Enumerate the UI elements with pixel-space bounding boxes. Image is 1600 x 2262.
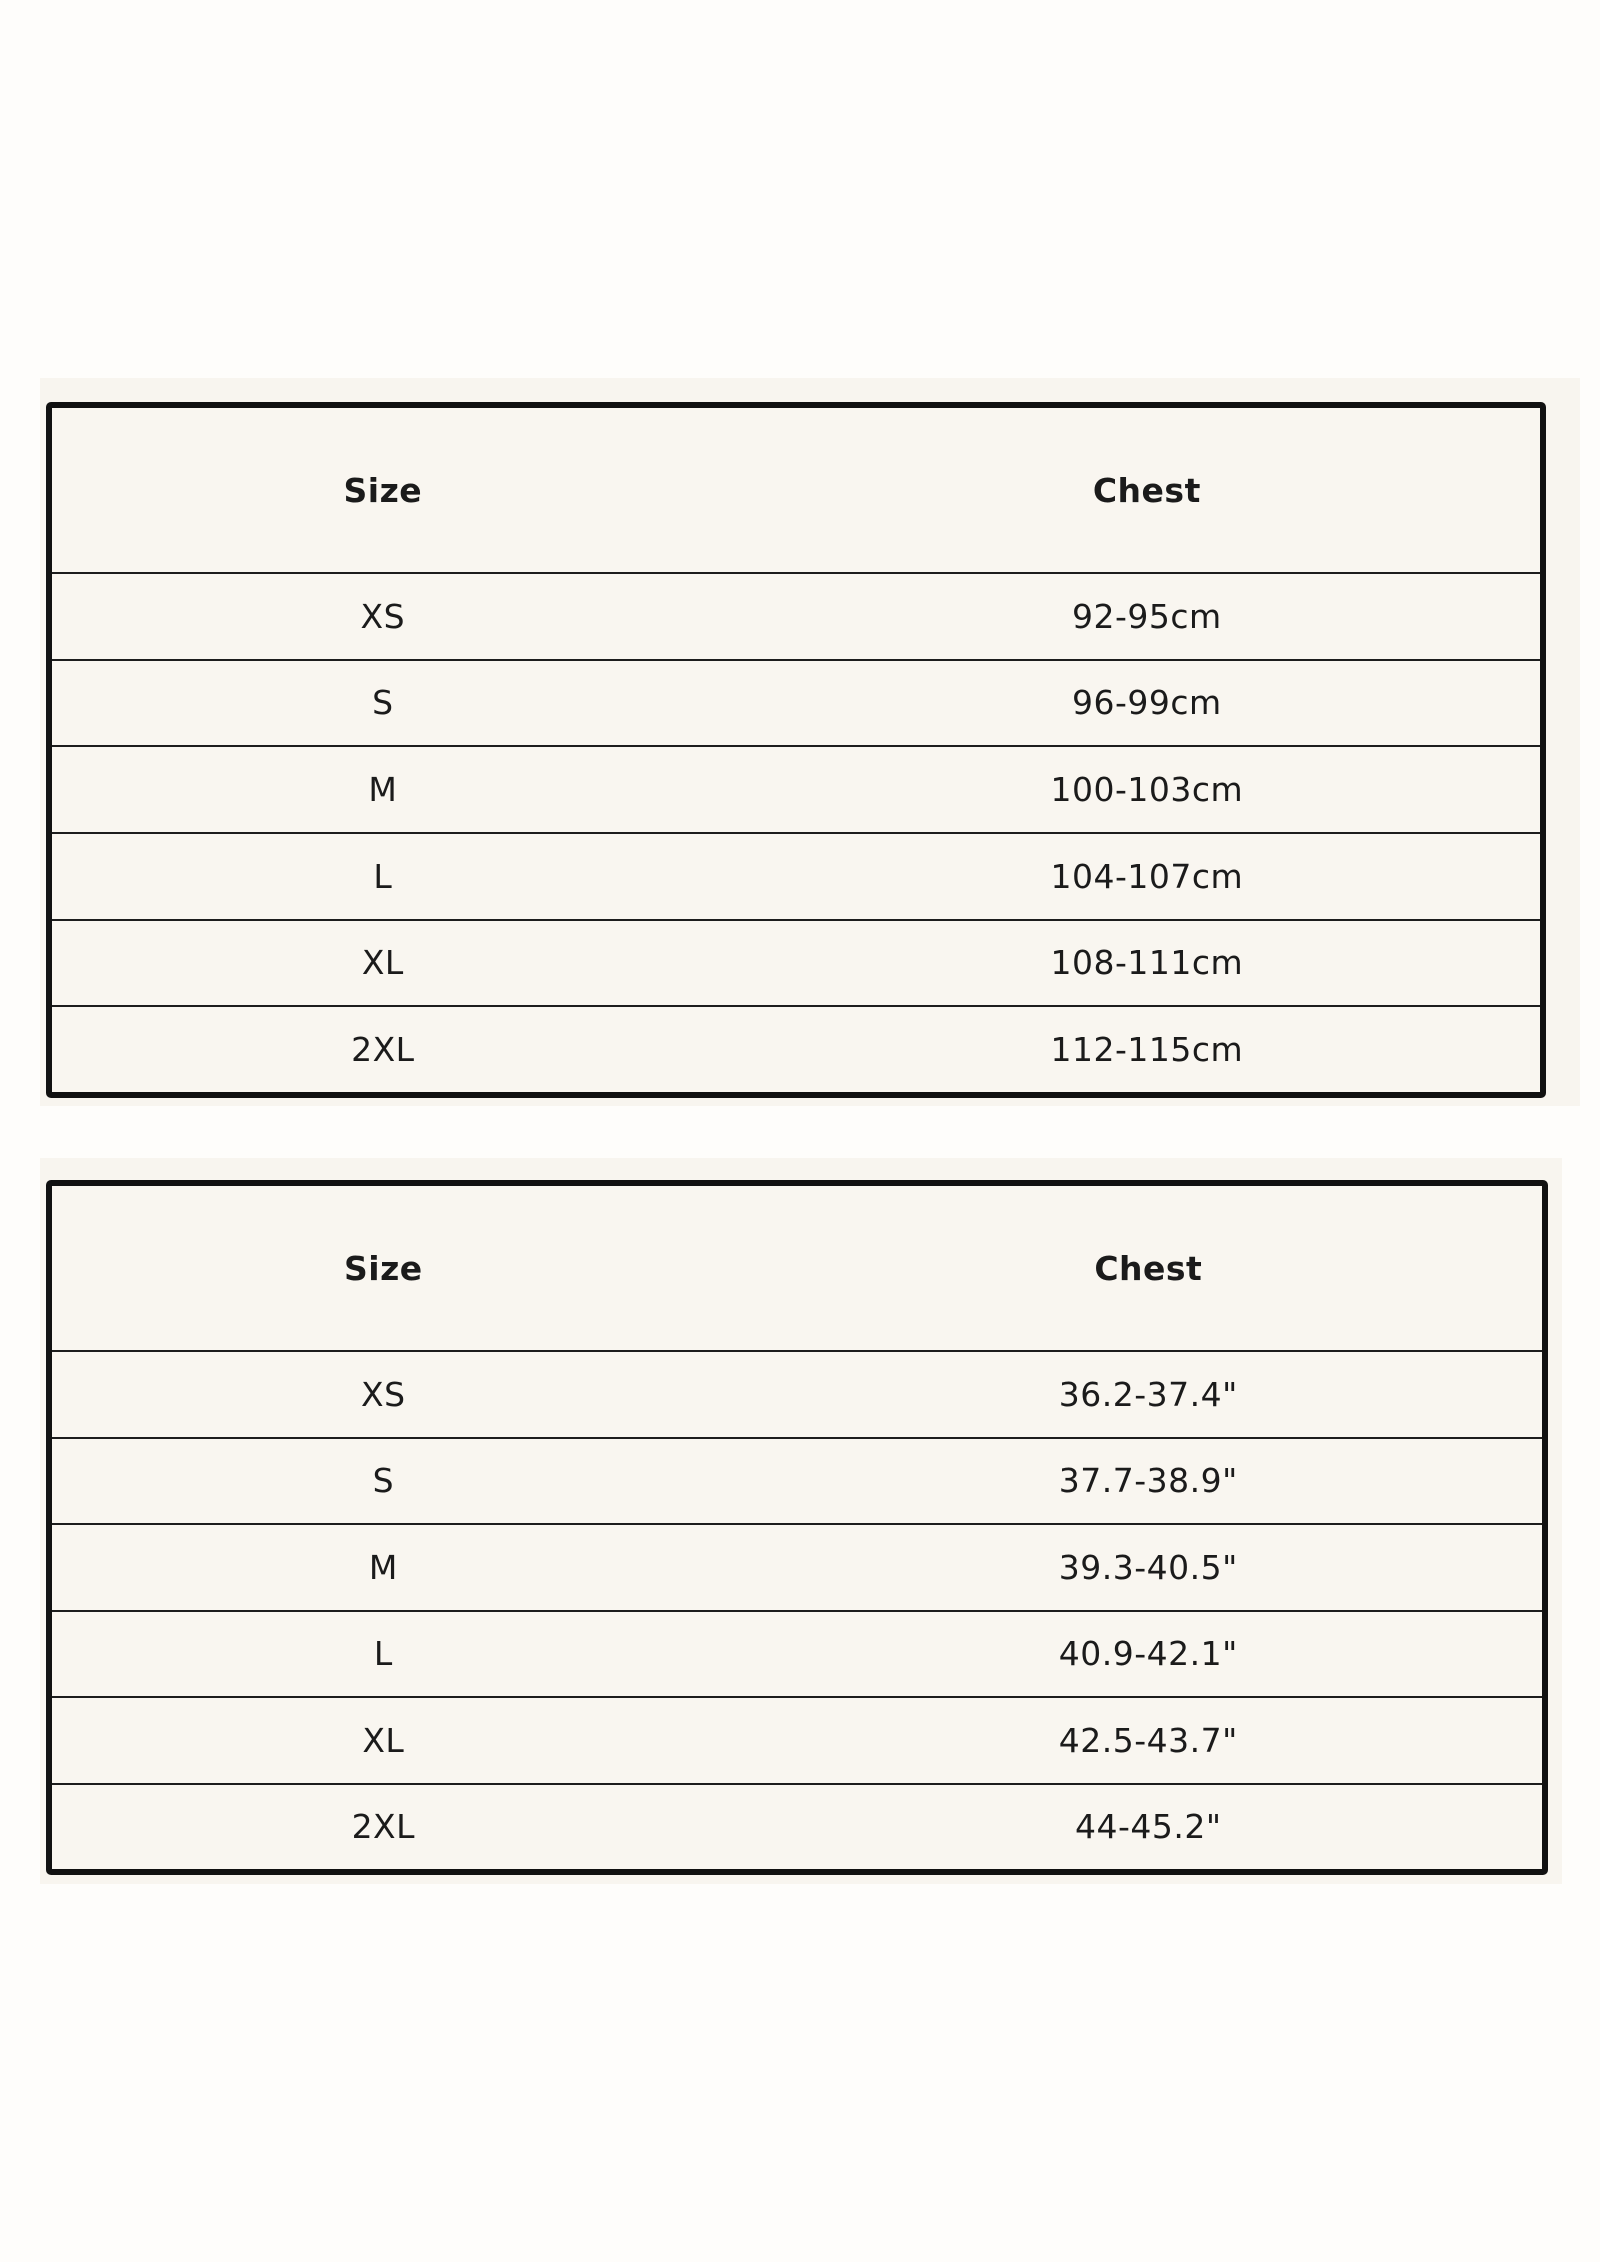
size-chart-inches	[46, 1180, 1548, 1875]
header-row	[52, 1186, 1542, 1352]
size-cell: L	[52, 834, 774, 921]
table-row	[52, 834, 1540, 921]
table-row	[52, 1439, 1542, 1526]
chest-cell: 96-99cm	[774, 661, 1540, 748]
size-cell: S	[52, 661, 774, 748]
size-column-header: Size	[52, 1186, 775, 1352]
chest-cell: 39.3-40.5"	[775, 1525, 1542, 1612]
size-cell: 2XL	[351, 1030, 415, 1070]
chest-cell: 36.2-37.4"	[775, 1352, 1542, 1439]
table-row	[52, 747, 1540, 834]
chest-cell: 92-95cm	[774, 574, 1540, 661]
size-cell: 2XL	[351, 1807, 416, 1847]
table-row	[52, 1785, 1542, 1870]
table-row	[52, 574, 1540, 661]
table-row	[52, 1698, 1542, 1785]
size-cell: S	[52, 1439, 775, 1526]
size-cell: M	[52, 747, 774, 834]
chest-cell: 40.9-42.1"	[775, 1612, 1542, 1699]
table-row	[52, 1612, 1542, 1699]
size-cell: M	[52, 1525, 775, 1612]
chest-cell: 44-45.2"	[1075, 1807, 1222, 1847]
size-cell: XS	[52, 574, 774, 661]
size-chart-cm	[46, 402, 1546, 1098]
chest-cell: 37.7-38.9"	[775, 1439, 1542, 1526]
size-cell: XL	[52, 921, 774, 1008]
chest-cell: 112-115cm	[1050, 1030, 1244, 1070]
size-cell: L	[52, 1612, 775, 1699]
size-cell: XL	[52, 1698, 775, 1785]
header-row	[52, 408, 1540, 574]
chest-cell: 108-111cm	[774, 921, 1540, 1008]
chest-column-header: Chest	[774, 408, 1540, 574]
chest-cell: 100-103cm	[774, 747, 1540, 834]
table-row	[52, 1352, 1542, 1439]
table-row	[52, 1007, 1540, 1092]
table-row	[52, 921, 1540, 1008]
size-cell: XS	[52, 1352, 775, 1439]
chest-cell: 104-107cm	[774, 834, 1540, 921]
chest-cell: 42.5-43.7"	[775, 1698, 1542, 1785]
size-column-header: Size	[52, 408, 774, 574]
table-row	[52, 1525, 1542, 1612]
table-row	[52, 661, 1540, 748]
chest-column-header: Chest	[775, 1186, 1542, 1352]
